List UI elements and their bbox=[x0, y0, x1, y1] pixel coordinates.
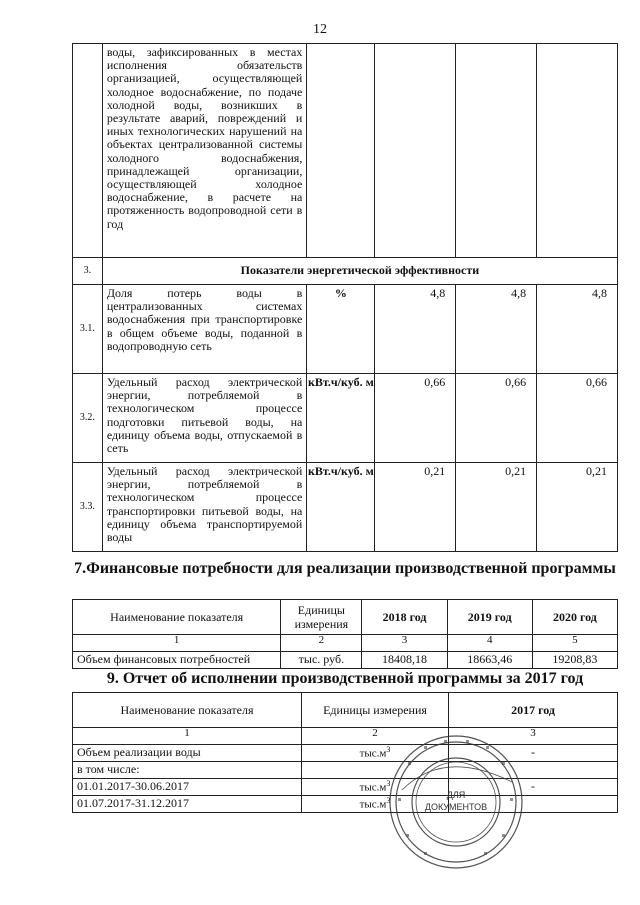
value-2018: 0,21 bbox=[375, 463, 456, 552]
value-2018: 0,66 bbox=[375, 374, 456, 463]
table-row bbox=[73, 463, 618, 552]
header-name: Наименование показателя bbox=[73, 600, 281, 635]
index-row bbox=[73, 635, 618, 652]
header-2017: 2017 год bbox=[449, 693, 618, 728]
header-row bbox=[73, 693, 618, 728]
indicator-unit: кВт.ч/куб. м bbox=[307, 463, 375, 552]
row-number: 3.2. bbox=[73, 374, 103, 463]
value-2019: 0,21 bbox=[456, 463, 537, 552]
table-row bbox=[73, 779, 618, 796]
row-unit: тыс. руб. bbox=[281, 652, 362, 669]
index-row bbox=[73, 728, 618, 745]
row-unit: $тыс.м^3$ bbox=[302, 796, 449, 813]
row-value: - bbox=[449, 779, 618, 796]
row-name: в том числе: bbox=[73, 762, 302, 779]
value-2019: 18663,46 bbox=[447, 652, 532, 669]
value-2019: 4,8 bbox=[456, 285, 537, 374]
table-row bbox=[73, 44, 618, 258]
value-2020: 4,8 bbox=[537, 285, 618, 374]
index-cell: 1 bbox=[73, 635, 281, 652]
stamp-text-line-1: ДЛЯ bbox=[446, 790, 466, 800]
value-2019: 0,66 bbox=[456, 374, 537, 463]
table-row bbox=[73, 652, 618, 669]
table-row bbox=[73, 762, 618, 779]
stamp-text-line-2: ДОКУМЕНТОВ bbox=[424, 802, 488, 812]
page-number: 12 bbox=[313, 22, 327, 37]
header-unit: Единицы измерения bbox=[281, 600, 362, 635]
header-name: Наименование показателя bbox=[73, 693, 302, 728]
row-value: - bbox=[449, 745, 618, 762]
row-unit: $тыс.м^3$ bbox=[302, 745, 449, 762]
index-cell: 1 bbox=[73, 728, 302, 745]
financial-needs-table bbox=[72, 599, 618, 669]
index-cell: 5 bbox=[532, 635, 617, 652]
report-2017-table bbox=[72, 692, 618, 813]
value-2018: 18408,18 bbox=[362, 652, 447, 669]
official-stamp bbox=[384, 728, 524, 876]
table-row bbox=[73, 796, 618, 813]
indicators-table bbox=[72, 43, 618, 552]
table-row bbox=[73, 285, 618, 374]
index-cell: 3 bbox=[449, 728, 618, 745]
row-name: 01.01.2017-30.06.2017 bbox=[73, 779, 302, 796]
indicator-name: Удельный расход электрической энергии, потребляемой в технологическом процессе транспортировки питьевой воды, на единицу объема транспортируемой воды bbox=[102, 463, 307, 552]
row-name: Объем реализации воды bbox=[73, 745, 302, 762]
index-cell: 4 bbox=[447, 635, 532, 652]
row-name: Объем финансовых потребностей bbox=[73, 652, 281, 669]
table-row bbox=[73, 374, 618, 463]
header-2018: 2018 год bbox=[362, 600, 447, 635]
row-number: 3.1. bbox=[73, 285, 103, 374]
section-9-heading: 9. Отчет об исполнении производственной программы за 2017 год bbox=[106, 670, 584, 687]
section-row bbox=[73, 258, 618, 285]
indicator-name: воды, зафиксированных в местах исполнения обязательств организацией, осуществляющей холодное водоснабжение, по подаче холодной воды, возникших в результате аварий, повреждений и иных технологических нарушений на объектах централизованной системы холодного водоснабжения, принадлежащей организации, осуществляющей холодное водоснабжение, в расчете на протяженность водопроводной сети в год bbox=[102, 44, 307, 258]
section-7-heading: 7.Финансовые потребности для реализации производственной программы bbox=[74, 560, 616, 577]
header-unit: Единицы измерения bbox=[302, 693, 449, 728]
section-number: 3. bbox=[73, 258, 103, 285]
value-2020: 19208,83 bbox=[532, 652, 617, 669]
index-cell: 2 bbox=[302, 728, 449, 745]
row-number: 3.3. bbox=[73, 463, 103, 552]
indicator-name: Удельный расход электрической энергии, потребляемой в технологическом процессе подготовки питьевой воды, на единицу объема воды, отпускаемой в сеть bbox=[102, 374, 307, 463]
row-unit: $тыс.м^3$ bbox=[302, 779, 449, 796]
value-2018: 4,8 bbox=[375, 285, 456, 374]
value-2020: 0,21 bbox=[537, 463, 618, 552]
header-2019: 2019 год bbox=[447, 600, 532, 635]
index-cell: 2 bbox=[281, 635, 362, 652]
indicator-unit: кВт.ч/куб. м bbox=[307, 374, 375, 463]
index-cell: 3 bbox=[362, 635, 447, 652]
header-row bbox=[73, 600, 618, 635]
header-2020: 2020 год bbox=[532, 600, 617, 635]
value-2020: 0,66 bbox=[537, 374, 618, 463]
row-name: 01.07.2017-31.12.2017 bbox=[73, 796, 302, 813]
section-title: Показатели энергетической эффективности bbox=[102, 258, 617, 285]
indicator-unit: % bbox=[307, 285, 375, 374]
table-row bbox=[73, 745, 618, 762]
indicator-name: Доля потерь воды в централизованных системах водоснабжения при транспортировке в общем объеме воды, поданной в водопроводную сеть bbox=[102, 285, 307, 374]
